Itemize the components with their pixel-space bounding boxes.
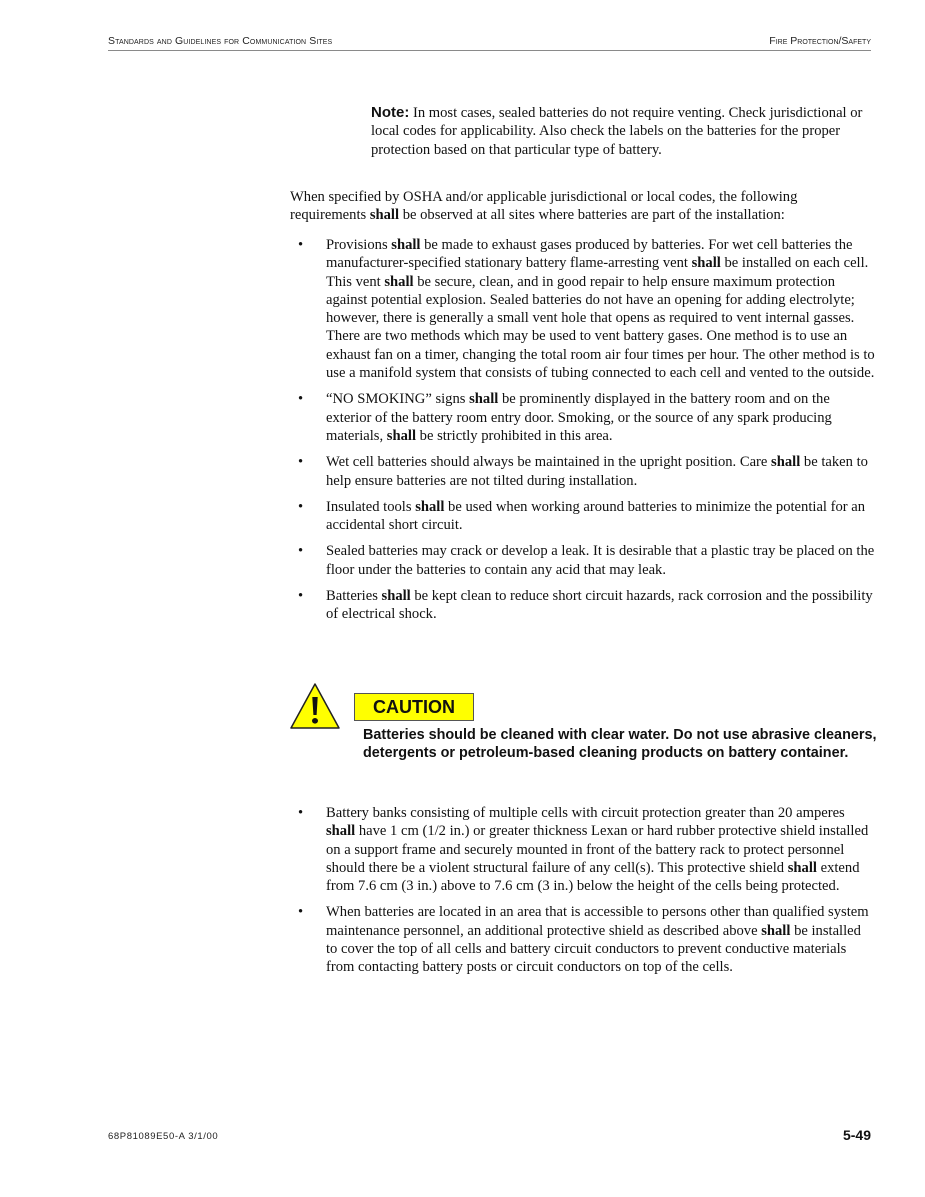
bullet-text: be kept clean to reduce short circuit hazards, rack corrosion and the possibility of electrical shock.: [326, 588, 873, 623]
bullet-dot: •: [298, 904, 304, 921]
bullet-dot: •: [298, 391, 304, 408]
bullet-text: be secure, clean, and in good repair to help ensure maximum protection against potential explosion. Sealed batteries do not have an opening for adding electrolyte; however, there is generally a small vent hole that opens as required to vent internal gasses. There are two methods which may be used to vent battery gases. One method is to use an exhaust fan on a timer, changing the total room air four times per hour. The other method is to use a manifold system that consists of tubing connected to each cell and vented to the outside.: [326, 273, 875, 382]
bullet-bold-text: shall: [384, 273, 414, 290]
bullet-item: [290, 498, 875, 535]
running-header-section: Fire Protection/Safety: [769, 35, 871, 47]
bullet-text: When batteries are located in an area that is accessible to persons other than qualified system maintenance personnel, an additional protective shield as described above: [326, 904, 869, 939]
bullet-bold-text: shall: [386, 427, 416, 444]
bullet-bold-text: shall: [469, 391, 499, 408]
intro-shall: shall: [369, 207, 400, 224]
bullet-item: [290, 804, 875, 895]
bullet-dot: •: [298, 805, 304, 821]
bullet-text: be used when working around batteries to minimize the potential for an accidental short circuit.: [326, 498, 866, 534]
bullet-dot: •: [298, 498, 304, 515]
requirements-list-bottom: [290, 804, 875, 985]
bullet-text: Sealed batteries may crack or develop a leak. It is desirable that a plastic tray be placed on the floor under the batteries to contain any acid that may leak.: [326, 543, 875, 578]
bullet-text: extend from 7.6 cm (3 in.) above to 7.6 cm (3 in.) below the height of the cells being protected.: [326, 859, 860, 895]
bullet-text: Wet cell batteries should always be maintained in the upright position. Care: [326, 454, 772, 471]
bullet-item: [290, 236, 875, 382]
bullet-item: [290, 390, 875, 445]
bullet-text: be strictly prohibited in this area.: [416, 427, 613, 444]
bullet-dot: •: [298, 237, 304, 253]
bullet-text: Batteries: [326, 588, 382, 605]
note-text: In most cases, sealed batteries do not require venting. Check jurisdictional or local codes for applicability. Also check the labels on the batteries for the proper protection based on that particular type of battery.: [371, 105, 863, 158]
intro-text-2: be observed at all sites where batteries are part of the installation:: [399, 207, 785, 224]
bullet-dot: •: [298, 543, 304, 560]
bullet-bold-text: shall: [771, 454, 801, 471]
bullet-text: be installed on each cell. This vent: [326, 255, 869, 290]
bullet-text: be installed to cover the top of all cells and battery circuit conductors to prevent conductive materials from contacting battery posts or circuit conductors on top of the cells.: [326, 922, 861, 976]
warning-triangle-icon: [289, 682, 341, 730]
running-header-title: Standards and Guidelines for Communication Sites: [108, 35, 333, 47]
intro-paragraph: [290, 188, 875, 225]
bullet-bold-text: shall: [691, 255, 721, 272]
bullet-text: Provisions: [326, 237, 392, 253]
bullet-bold-text: shall: [391, 237, 421, 253]
page-number: 5-49: [842, 1127, 871, 1143]
bullet-item: [290, 587, 875, 624]
bullet-bold-text: shall: [787, 859, 817, 876]
bullet-bold-text: shall: [326, 823, 356, 840]
bullet-text: “NO SMOKING” signs: [326, 391, 470, 408]
footer-doc-id: 68P81089E50-A 3/1/00: [108, 1131, 219, 1142]
bullet-text: Insulated tools: [326, 498, 416, 515]
bullet-text: be made to exhaust gases produced by batteries. For wet cell batteries the manufacturer-specified stationary battery flame-arresting vent: [326, 237, 853, 272]
bullet-item: [290, 542, 875, 579]
bullet-text: be prominently displayed in the battery room and on the exterior of the battery room entry door. Smoking, or the source of any spark producing materials,: [326, 391, 832, 444]
bullet-text: be taken to help ensure batteries are not tilted during installation.: [326, 454, 868, 489]
caution-text: Batteries should be cleaned with clear water. Do not use abrasive cleaners, detergents or petroleum-based cleaning products on battery container.: [363, 727, 877, 762]
note-block: [371, 104, 871, 159]
bullet-text: Battery banks consisting of multiple cells with circuit protection greater than 20 amperes: [326, 805, 845, 821]
caution-label: CAUTION: [354, 693, 474, 721]
requirements-list-top: [290, 236, 875, 632]
bullet-bold-text: shall: [761, 922, 791, 939]
bullet-dot: •: [298, 588, 304, 605]
bullet-item: [290, 903, 875, 976]
note-label: Note:: [371, 104, 410, 121]
bullet-bold-text: shall: [415, 498, 445, 515]
intro-text-1: When specified by OSHA and/or applicable jurisdictional or local codes, the following requirements: [290, 189, 798, 224]
bullet-dot: •: [298, 454, 304, 471]
header-divider: [108, 50, 871, 51]
bullet-text: have 1 cm (1/2 in.) or greater thickness Lexan or hard rubber protective shield installed on a support frame and securely mounted in front of the battery rack to protect personnel should there be a violent structural failure of any cell(s). This protective shield: [326, 823, 869, 876]
bullet-item: [290, 453, 875, 490]
bullet-bold-text: shall: [381, 588, 411, 605]
